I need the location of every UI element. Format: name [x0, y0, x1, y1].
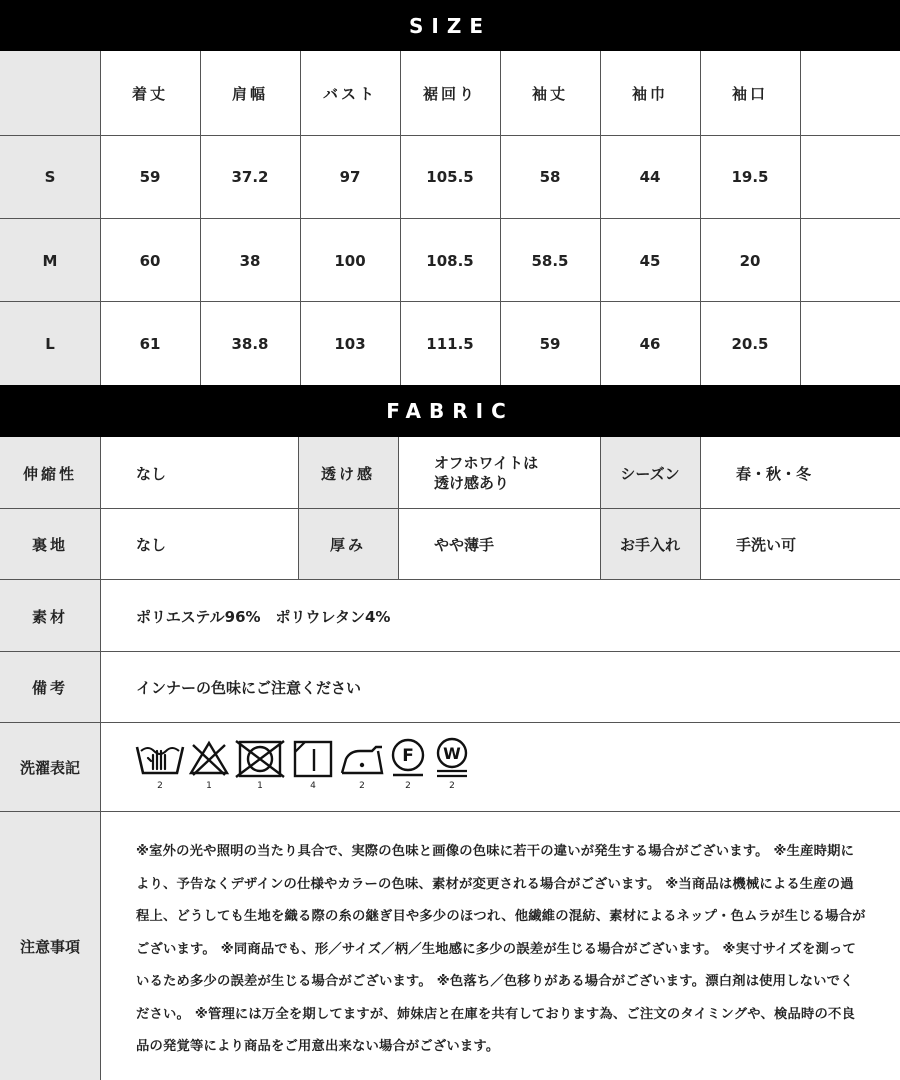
notes-label: 注意事項	[0, 812, 100, 1080]
size-label-m: M	[42, 251, 58, 270]
header-shoulder: 肩幅	[231, 84, 268, 103]
table-cell: 37.2	[231, 168, 269, 186]
grid-line	[600, 437, 601, 580]
table-cell: 61	[139, 334, 161, 353]
season-label: シーズン	[600, 437, 700, 509]
header-cuff: 袖口	[731, 84, 768, 103]
stretch-label: 伸縮性	[0, 437, 100, 509]
sheer-value-line-2: 透け感あり	[434, 474, 510, 492]
dry-clean-f-icon	[388, 737, 428, 779]
grid-line	[100, 51, 101, 385]
table-cell: 103	[334, 334, 366, 353]
table-cell: 38.8	[231, 334, 269, 353]
stretch-value: なし	[136, 464, 167, 483]
grid-line	[0, 811, 900, 812]
sheer-value	[398, 437, 600, 509]
table-cell: 100	[334, 251, 366, 270]
header-sleeve-length: 袖丈	[531, 84, 568, 103]
header-bust: バスト	[322, 84, 377, 103]
sheer-value-line-1: オフホワイトは	[434, 454, 539, 472]
f-letter: F	[402, 746, 414, 766]
care-number: 4	[310, 781, 316, 791]
w-letter: W	[443, 744, 461, 763]
care-number: 1	[206, 781, 212, 791]
table-cell: 58	[539, 168, 561, 186]
grid-line	[298, 437, 299, 580]
size-section-title: SIZE	[0, 0, 900, 51]
lining-value: なし	[136, 536, 167, 554]
care-number: 2	[405, 781, 411, 791]
grid-line	[400, 51, 401, 385]
grid-line	[700, 51, 701, 385]
care-symbol	[388, 737, 428, 791]
care-symbol	[338, 739, 386, 791]
grid-line	[0, 218, 900, 219]
grid-line	[600, 51, 601, 385]
care-label: お手入れ	[600, 509, 700, 580]
table-cell: 108.5	[426, 251, 474, 270]
grid-line	[800, 51, 801, 385]
hand-wash-icon	[135, 739, 185, 779]
table-cell: 105.5	[426, 168, 474, 186]
table-cell: 58.5	[531, 251, 569, 270]
table-cell: 19.5	[731, 168, 769, 186]
care-number: 1	[257, 781, 263, 791]
grid-line	[0, 651, 900, 652]
grid-line	[0, 508, 900, 509]
iron-low-icon	[338, 739, 386, 779]
material-label: 素材	[0, 580, 100, 652]
lining-label: 裏地	[0, 509, 100, 580]
table-cell: 44	[639, 168, 661, 186]
wash-label: 洗濯表記	[0, 723, 100, 812]
wet-clean-w-icon	[432, 737, 472, 779]
care-number: 2	[359, 781, 365, 791]
grid-line	[300, 51, 301, 385]
wash-symbols	[100, 723, 900, 812]
care-symbol	[432, 737, 472, 791]
table-cell: 20	[739, 251, 761, 270]
table-cell: 59	[539, 334, 561, 353]
grid-line	[700, 437, 701, 580]
material-value: ポリエステル96% ポリウレタン4%	[136, 607, 391, 626]
season-value: 春・秋・冬	[736, 464, 812, 483]
table-cell: 38	[239, 251, 261, 270]
notes-text: ※室外の光や照明の当たり具合で、実際の色味と画像の色味に若干の違いが発生する場合がございます。 ※生産時期により、予告なくデザインの仕様やカラーの色味、素材が変更される場合がございます。 ※当商品は機械による生産の過程上、どうしても生地を織る際の糸の継ぎ目や多少のほつれ、他繊維の混紡、素材によるネップ・色ムラが生じる場合がございます。 ※同商品でも、形／サイズ／柄／生地感に多少の誤差が生じる場合がございます。 ※実寸サイズを測っているため多少の誤差が生じる場合がございます。 ※色落ち／色移りがある場合がございます。漂白剤は使用しないでください。 ※管理には万全を期してますが、姉妹店と在庫を共有しております為、ご注文のタイミングや、検品時の不良品の発覚等により商品をご用意出来ない場合がございます。	[136, 844, 866, 1054]
no-tumble-dry-icon	[234, 739, 286, 779]
header-length: 着丈	[131, 84, 168, 103]
care-symbol	[234, 739, 286, 791]
table-cell: 46	[639, 334, 661, 353]
sheer-label: 透け感	[298, 437, 398, 509]
table-cell: 20.5	[731, 334, 769, 353]
care-symbol	[187, 739, 231, 791]
grid-line	[500, 51, 501, 385]
table-cell: 45	[639, 251, 661, 270]
table-cell: 59	[139, 168, 161, 186]
thickness-label: 厚み	[298, 509, 398, 580]
no-bleach-icon	[187, 739, 231, 779]
table-cell: 111.5	[426, 334, 474, 353]
care-symbol	[135, 739, 185, 791]
grid-line	[0, 579, 900, 580]
grid-line	[0, 135, 900, 136]
grid-line	[398, 437, 399, 580]
care-number: 2	[449, 781, 455, 791]
fabric-section-title: FABRIC	[0, 385, 900, 437]
remarks-value: インナーの色味にご注意ください	[136, 679, 362, 697]
table-cell: 97	[339, 168, 361, 186]
header-hem: 裾回り	[422, 84, 477, 103]
grid-line	[0, 722, 900, 723]
thickness-value: やや薄手	[434, 536, 495, 554]
remarks-label: 備考	[0, 652, 100, 723]
care-value: 手洗い可	[736, 536, 797, 554]
grid-line	[0, 301, 900, 302]
grid-line	[100, 437, 101, 1080]
care-number: 2	[157, 781, 163, 791]
size-label-l: L	[45, 334, 55, 353]
grid-line	[200, 51, 201, 385]
line-dry-shade-icon	[292, 739, 334, 779]
header-sleeve-width: 袖巾	[631, 84, 668, 103]
table-cell: 60	[139, 251, 161, 270]
size-label-s: S	[44, 168, 56, 186]
care-symbol	[292, 739, 334, 791]
